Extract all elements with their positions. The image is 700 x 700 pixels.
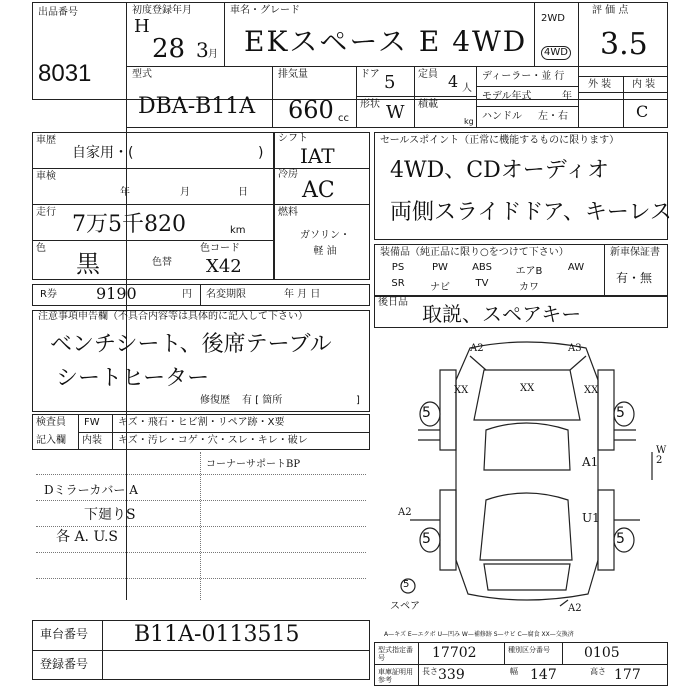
selling-points-label: セールスポイント（正常に機能するものに限ります） — [380, 135, 620, 146]
name-change-units: 年 月 日 — [284, 289, 321, 300]
equip-pw: PW — [432, 262, 448, 273]
remark-mirror-cover: Dミラーカバー A — [44, 483, 138, 497]
remark-corner-support: コーナーサポートBP — [206, 459, 301, 470]
remark-underbody: 下廻りS — [84, 507, 136, 523]
damage-mark-a2-rear: A2 — [568, 603, 582, 614]
cert-label: 車庫証明用 参考 — [378, 668, 413, 684]
mileage-label: 走行 — [36, 207, 56, 218]
length-value: 339 — [438, 667, 465, 683]
accessories-value: 取説、スペアキー — [422, 302, 582, 326]
warranty-value: 有・無 — [616, 271, 653, 285]
accessories-label: 後日品 — [378, 297, 408, 308]
drive-2wd: 2WD — [541, 13, 565, 24]
mileage-value: 7万5千820 — [72, 212, 186, 237]
equip-navi: ナビ — [430, 282, 450, 293]
inspection-day-unit: 日 — [238, 187, 248, 198]
damage-mark-a3: A3 — [568, 343, 582, 354]
car-name-label: 車名・グレード — [230, 5, 300, 16]
selling-point-line2: 両側スライドドア、キーレス — [390, 200, 672, 225]
repair-value: 有 [ 箇所 — [242, 395, 283, 406]
color-code-label: 色コード — [200, 243, 240, 254]
history-label: 車歴 — [36, 135, 56, 146]
lot-number: 8031 — [38, 60, 92, 87]
capacity-unit: 人 — [462, 83, 472, 94]
height-value: 177 — [614, 667, 641, 683]
color-change-label: 色替 — [152, 257, 172, 268]
height-label: 高さ — [590, 667, 606, 676]
selling-point-line1: 4WD、CDオーディオ — [390, 158, 609, 183]
width-value: 147 — [530, 667, 557, 683]
damage-mark-a2-side: A2 — [398, 507, 412, 518]
recycle-amount: 9190 — [96, 284, 137, 303]
capacity-label: 定員 — [418, 69, 438, 80]
displacement-unit: cc — [338, 113, 349, 124]
class-number-label: 種別区分番号 — [508, 646, 550, 654]
chassis-label: 車台番号 — [40, 627, 89, 641]
notes-line1: ベンチシート、後席テーブル — [50, 332, 332, 357]
inspection-label: 車検 — [36, 171, 56, 182]
fill-label: 記入欄 — [36, 435, 66, 446]
model-label: 型式 — [132, 69, 152, 80]
shape-value: W — [386, 102, 405, 123]
damage-mark-xx-3: XX — [584, 385, 599, 396]
notes-label: 注意事項申告欄（不具合内容等は具体的に記入して下さい） — [38, 311, 308, 322]
ac-label: 冷房 — [278, 169, 298, 180]
model-year-suffix: 年 — [562, 91, 572, 102]
width-label: 幅 — [510, 667, 518, 676]
inspection-month-unit: 月 — [180, 187, 190, 198]
inspector-label: 検査員 — [36, 417, 66, 428]
displacement-value: 660 — [288, 96, 334, 124]
load-label: 積載 — [418, 99, 438, 110]
chassis-number: B11A-0113515 — [134, 622, 300, 647]
ac-value: AC — [302, 178, 335, 203]
equip-ps: PS — [391, 262, 405, 273]
equipment-label: 装備品（純正品に限り○をつけて下さい） — [380, 247, 569, 258]
damage-mark-xx-1: XX — [454, 385, 469, 396]
equip-abs: ABS — [472, 262, 492, 273]
shift-label: シフト — [278, 133, 308, 144]
length-label: 長さ — [422, 667, 438, 676]
class-number-value: 0105 — [584, 645, 620, 661]
handle-label: ハンドル — [482, 111, 522, 122]
equip-tv: TV — [475, 278, 489, 289]
equip-sr: SR — [391, 278, 405, 289]
inspection-year-unit: 年 — [120, 187, 130, 198]
interior-label: 内 装 — [632, 79, 656, 90]
doors-label: ドア — [360, 69, 380, 80]
drive-4wd: 4WD — [541, 46, 571, 60]
repair-label: 修復歴 — [200, 395, 230, 406]
exterior-label: 外 装 — [588, 79, 612, 90]
mileage-unit: km — [230, 225, 246, 236]
interior-items: キズ・汚レ・コゲ・穴・スレ・キレ・破レ — [118, 435, 308, 446]
recycle-label: R券 — [40, 289, 57, 300]
shift-value: IAT — [300, 144, 335, 168]
notes-line2: シートヒーター — [56, 366, 210, 391]
fuel-label: 燃料 — [278, 207, 298, 218]
damage-legend: A—キズ E—エクボ U—凹み W—補修跡 S—サビ C—腐食 XX—交換済 — [384, 631, 574, 638]
shape-label: 形状 — [360, 99, 380, 110]
damage-mark-u1: U1 — [582, 511, 600, 525]
reg-number-label: 登録番号 — [40, 657, 89, 671]
damage-mark-a2-front: A2 — [470, 343, 484, 354]
lot-label: 出品番号 — [38, 7, 78, 18]
equip-aw: AW — [567, 262, 585, 273]
fuel-options: ガソリン・軽 油 — [300, 230, 350, 257]
damage-mark-a1: A1 — [582, 455, 599, 469]
history-value: 自家用・( — [72, 145, 134, 161]
doors-value: 5 — [384, 72, 396, 93]
reg-month: 3 — [196, 38, 209, 62]
equip-leather: カワ — [519, 282, 539, 293]
warranty-label: 新車保証書 — [610, 247, 660, 258]
model-value: DBA-B11A — [138, 94, 256, 119]
handle-options: 左・右 — [538, 111, 568, 122]
yen-unit: 円 — [182, 289, 192, 300]
type-designation-label: 型式指定番号 — [378, 646, 413, 662]
remark-each: 各 A. U.S — [56, 529, 119, 545]
fw-items: キズ・飛石・ヒビ割・リペア跡・X要 — [118, 417, 285, 428]
first-reg-label: 初度登録年月 — [132, 5, 192, 16]
fw-label: FW — [84, 417, 100, 428]
month-unit: 月 — [208, 49, 218, 60]
spare-label: スペア — [390, 601, 420, 612]
color-value: 黒 — [76, 250, 100, 278]
capacity-value: 4 — [448, 72, 459, 91]
color-code-value: X42 — [206, 256, 242, 277]
load-unit: kg — [464, 117, 474, 126]
interior-small-label: 内装 — [82, 435, 102, 446]
reg-year: 28 — [152, 34, 186, 64]
reg-era: H — [134, 16, 150, 37]
damage-mark-xx-2: XX — [520, 383, 535, 394]
interior-grade: C — [636, 102, 649, 121]
damage-mark-w2: W2 — [656, 445, 667, 466]
score-value: 3.5 — [600, 27, 648, 62]
score-label: 評 価 点 — [592, 5, 629, 16]
name-change-label: 名変期限 — [206, 289, 246, 300]
car-name: EKスペース E 4WD — [244, 25, 528, 58]
type-designation-value: 17702 — [432, 645, 477, 661]
dealer-label: ディーラー・並 行 — [482, 71, 565, 82]
color-label: 色 — [36, 243, 46, 254]
equip-airbag: エアB — [515, 266, 543, 277]
displacement-label: 排気量 — [278, 69, 308, 80]
model-year-label: モデル年式 — [482, 91, 532, 102]
